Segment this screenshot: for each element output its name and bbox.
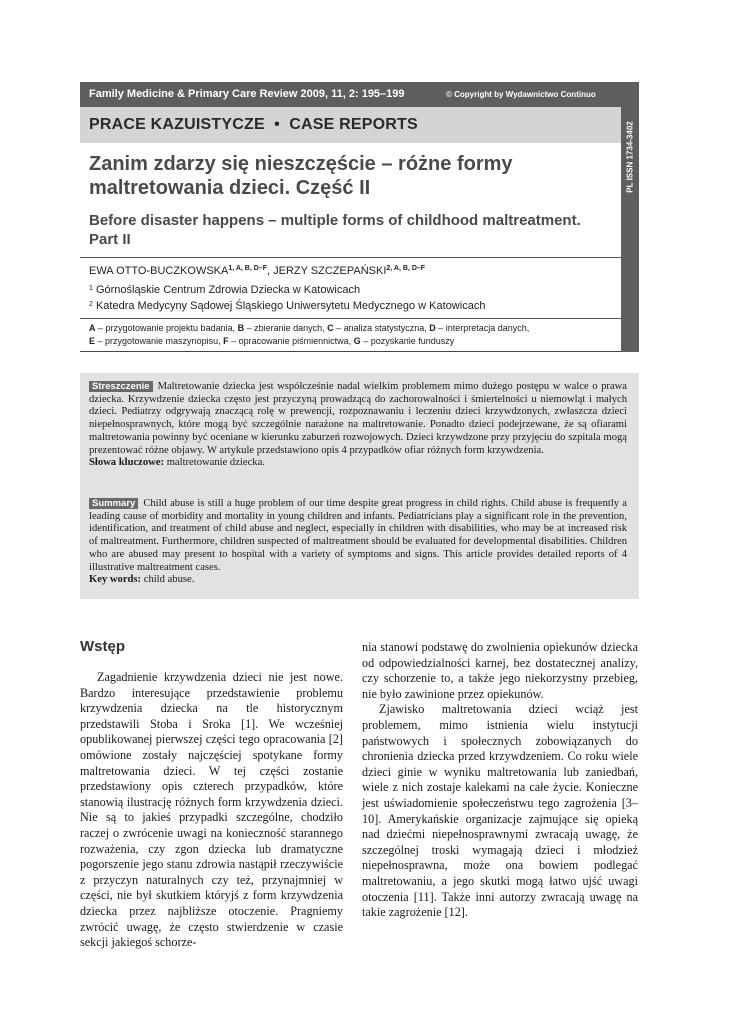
divider-bottom <box>80 351 621 352</box>
keywords-polish-label: Słowa kluczowe: <box>89 457 165 469</box>
article-category: PRACE KAZUISTYCZE • CASE REPORTS <box>89 116 418 133</box>
author-2-affiliation: 2, A, B, D–F <box>386 265 426 272</box>
author-1-affiliation: 1, A, B, D–F <box>228 265 267 272</box>
contrib-text: – analiza statystyczna, <box>333 323 430 333</box>
affiliation-1-text: Górnośląskie Centrum Zdrowia Dziecka w Katowicach <box>92 284 361 296</box>
keywords-english-label: Key words: <box>89 574 142 586</box>
contrib-text: – przygotowanie maszynopisu, <box>95 336 224 346</box>
contrib-letter: C <box>327 323 334 333</box>
section-heading: Wstęp <box>80 638 125 655</box>
abstract-polish <box>89 381 627 470</box>
abstract-polish-label: Streszczenie <box>89 381 153 392</box>
contrib-letter: E <box>89 336 96 346</box>
contributions-line-2 <box>89 335 619 347</box>
copyright-notice: © Copyright by Wydawnictwo Continuo <box>446 90 596 99</box>
body-column-right <box>362 640 638 921</box>
contrib-text: – interpretacja danych, <box>435 323 530 333</box>
abstract-english-text: Child abuse is still a huge problem of our time despite great progress in child rights. Child abuse is frequently a leading cause of morbidity and mortality in young children and infants. Pediatricians play a significant role in the prevention, identification, and treatment of child abuse and neglect, especially in children with disabilities, who may be at increased risk of maltreatment. Furthermore, children suspected of maltreatment should be evaluated for developmental disabilities. Children who are abused may present to hospital with a variety of symptoms and signs. This article provides detailed reports of 4 illustrative maltreatment cases. <box>89 498 627 573</box>
author-separator: , <box>266 265 274 277</box>
abstract-english-label: Summary <box>89 498 138 509</box>
affiliation-2-text: Katedra Medycyny Sądowej Śląskiego Uniwersytetu Medycznego w Katowicach <box>92 300 486 312</box>
body-paragraph: Zjawisko maltretowania dzieci wciąż jest problemem, mimo istnienia wielu instytucji państwowych i społecznych zobowiązanych do chronienia dziecka przed krzywdzeniem. Co roku wiele dzieci ginie w wyniku maltretowania lub zaniedbań, wiele z nich zostaje kalekami na całe życie. Konieczne jest uświadomienie społeczeństwu tego zagrożenia [3–10]. Amerykańskie organizacje zajmujące się opieką nad dziećmi niepełnosprawnymi zwracają uwagę, że szczególnej troski wymagają dzieci i młodzież niepełnosprawna, może ona bowiem podlegać maltretowaniu, a jego skutki mogą łatwo ujść uwagi otoczenia [11]. Także inni autorzy zwracają uwagę na takie zagrożenie [12]. <box>362 702 638 920</box>
body-column-left <box>80 670 343 951</box>
keywords-polish: maltretowanie dziecka. <box>164 457 265 469</box>
affiliation-2 <box>89 300 485 312</box>
divider-top <box>80 257 621 258</box>
contributions-line-1 <box>89 322 619 334</box>
contrib-text: – pozyskanie funduszy <box>360 336 455 346</box>
title-english: Before disaster happens – multiple forms of childhood maltreatment. Part II <box>89 212 581 248</box>
keywords-english: child abuse. <box>141 574 195 586</box>
affiliation-1 <box>89 284 360 296</box>
contrib-letter: F <box>223 336 229 346</box>
contrib-letter: D <box>429 323 436 333</box>
title-polish: Zanim zdarzy się nieszczęście – różne formy maltretowania dzieci. Część II <box>89 153 513 199</box>
divider-middle <box>80 318 621 319</box>
author-2: JERZY SZCZEPAŃSKI <box>273 265 387 277</box>
abstract-english <box>89 498 627 587</box>
contrib-letter: A <box>89 323 96 333</box>
body-paragraph: Zagadnienie krzywdzenia dzieci nie jest nowe. Bardzo interesujące przedstawienie problemu krzywdzenia dziecka na tle historycznym przedstawili Stoba i Sroka [1]. We wcześniej opublikowanej pierwszej części tego opracowania [2] omówione zostały najczęściej spotykane formy maltretowania dzieci. W tej części zostanie przedstawiony opis czterech przypadków, które stanowią ilustrację różnych form krzywdzenia dzieci. Nie są to jakieś przypadki szczególne, chodziło raczej o zwrócenie uwagi na konieczność starannego rozważenia, czy zgon dziecka lub dramatyczne pogorszenie jego stanu zdrowia nastąpił rzeczywiście z przyczyn naturalnych czy też, przynajmniej w części, nie był skutkiem któryjś z form krzywdzenia dziecka przez najbliższe otoczenie. Pragniemy zwrócić uwagę, że często stwierdzenie w czasie sekcji jakiegoś schorze- <box>80 670 343 950</box>
author-1: EWA OTTO-BUCZKOWSKA <box>89 265 229 277</box>
journal-citation: Family Medicine & Primary Care Review 2009, 11, 2: 195–199 <box>89 88 405 100</box>
body-paragraph: nia stanowi podstawę do zwolnienia opiekunów dziecka od odpowiedzialności karnej, bez dostatecznej analizy, czy schorzenie to, a także jego niekorzystny przebieg, nie było zawinione przez opiekunów. <box>362 640 638 701</box>
author-line <box>89 265 425 277</box>
contrib-letter: B <box>237 323 245 333</box>
contrib-text: – przygotowanie projektu badania, <box>95 323 238 333</box>
issn-label: PL ISSN 1734-3402 <box>625 121 635 193</box>
affiliation-2-number: 2 <box>89 301 93 308</box>
issn-label-container <box>621 107 639 207</box>
affiliation-1-number: 1 <box>89 285 93 292</box>
abstract-polish-text: Maltretowanie dziecka jest współcześnie nadal wielkim problemem mimo dużego postępu w walce o prawa dziecka. Krzywdzenie dziecka często jest przyczyną prowadzącą do zachorowalności i śmiertelności u niemowląt i małych dzieci. Pediatrzy odgrywają znaczącą rolę w prewencji, rozpoznawaniu i leczeniu dzieci krzywdzonych, zwłaszcza dzieci niepełnosprawnych, które mogą być szczególnie narażone na maltretowanie. Ponadto dzieci podejrzewane, że są ofiarami maltretowania powinny być oceniane w kierunku zaburzeń rozwojowych. Dzieci krzywdzone przy przyjęciu do szpitala mogą prezentować różne objawy. W artykule przedstawiono opis 4 przypadków ofiar różnych form krzywdzenia. <box>89 381 627 456</box>
contrib-text: – opracowanie piśmiennictwa, <box>228 336 354 346</box>
contrib-letter: G <box>353 336 361 346</box>
contrib-text: – zbieranie danych, <box>244 323 328 333</box>
